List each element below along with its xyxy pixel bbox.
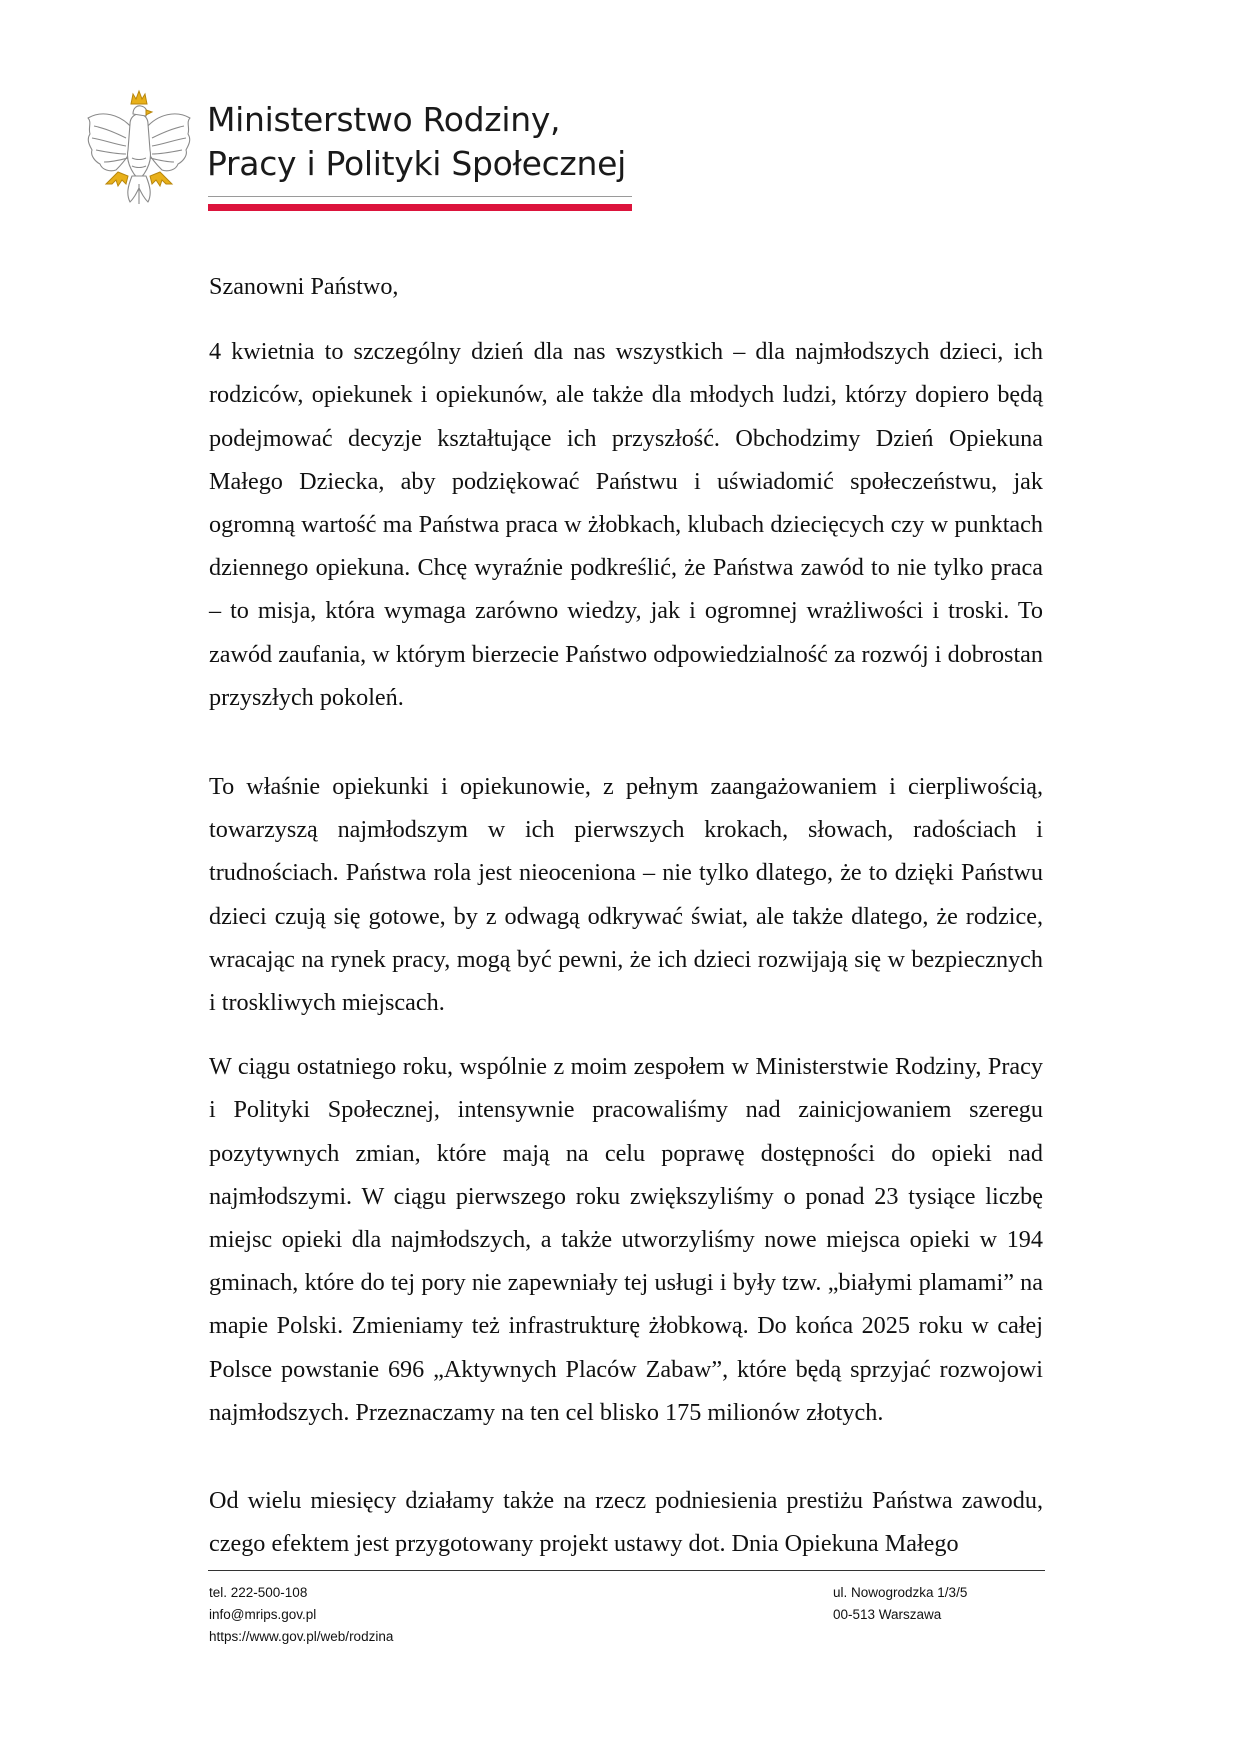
- footer-rule: [208, 1570, 1045, 1571]
- polish-eagle-emblem-icon: [80, 88, 198, 210]
- ministry-name: [207, 98, 647, 186]
- footer-address: [833, 1582, 967, 1626]
- footer-email[interactable]: info@mrips.gov.pl: [209, 1607, 317, 1622]
- paragraph: Od wielu miesięcy działamy także na rzecz podniesienia prestiżu Państwa zawodu, czego efektem jest przygotowany projekt ustawy dot. Dnia Opiekuna Małego: [209, 1487, 1043, 1558]
- paragraph: To właśnie opiekunki i opiekunowie, z pełnym zaangażowaniem i cierpliwością, towarzyszą najmłodszym w ich pierwszych krokach, słowach, radościach i trudnościach. Państwa rola jest nieoceniona – nie tylko dlatego, że to dzięki Państwu dzieci czują się gotowe, by z odwagą odkrywać świat, ale także dlatego, że rodzice, wracając na rynek pracy, mogą być pewni, że ich dzieci rozwijają się w bezpiecznych i troskliwych miejscach.: [209, 773, 1043, 1017]
- ministry-name-line-2: Pracy i Polityki Społecznej: [207, 144, 626, 183]
- header-grey-rule: [208, 196, 632, 197]
- footer-phone: tel. 222-500-108: [209, 1585, 308, 1600]
- footer-website[interactable]: https://www.gov.pl/web/rodzina: [209, 1629, 394, 1644]
- ministry-name-line-1: Ministerstwo Rodziny,: [207, 100, 561, 139]
- paragraph: 4 kwietnia to szczególny dzień dla nas wszystkich – dla najmłodszych dzieci, ich rodziców, opiekunek i opiekunów, ale także dla młodych ludzi, którzy dopiero będą podejmować decyzje kształtujące ich przyszłość. Obchodzimy Dzień Opiekuna Małego Dziecka, aby podziękować Państwu i uświadomić społeczeństwu, jak ogromną wartość ma Państwa praca w żłobkach, klubach dziecięcych czy w punktach dziennego opiekuna. Chcę wyraźnie podkreślić, że Państwa zawód to nie tylko praca – to misja, która wymaga zarówno wiedzy, jak i ogromnej wrażliwości i troski. To zawód zaufania, w którym bierzecie Państwo odpowiedzialność za rozwój i dobrostan przyszłych pokoleń.: [209, 338, 1043, 711]
- footer-city: 00-513 Warszawa: [833, 1607, 942, 1622]
- footer-street: ul. Nowogrodzka 1/3/5: [833, 1585, 968, 1600]
- header-red-rule: [208, 204, 632, 211]
- greeting: Szanowni Państwo,: [209, 273, 399, 300]
- paragraph: W ciągu ostatniego roku, wspólnie z moim zespołem w Ministerstwie Rodziny, Pracy i Polityki Społecznej, intensywnie pracowaliśmy nad zainicjowaniem szeregu pozytywnych zmian, które mają na celu poprawę dostępności do opieki nad najmłodszymi. W ciągu pierwszego roku zwiększyliśmy o ponad 23 tysiące liczbę miejsc opieki dla najmłodszych, a także utworzyliśmy nowe miejsca opieki w 194 gminach, które do tej pory nie zapewniały tej usługi i były tzw. „białymi plamami” na mapie Polski. Zmieniamy też infrastrukturę żłobkową. Do końca 2025 roku w całej Polsce powstanie 696 „Aktywnych Placów Zabaw”, które będą sprzyjać rozwojowi najmłodszych. Przeznaczamy na ten cel blisko 175 milionów złotych.: [209, 1053, 1043, 1426]
- letter-body: [209, 265, 1043, 1565]
- footer-contact: [209, 1582, 393, 1648]
